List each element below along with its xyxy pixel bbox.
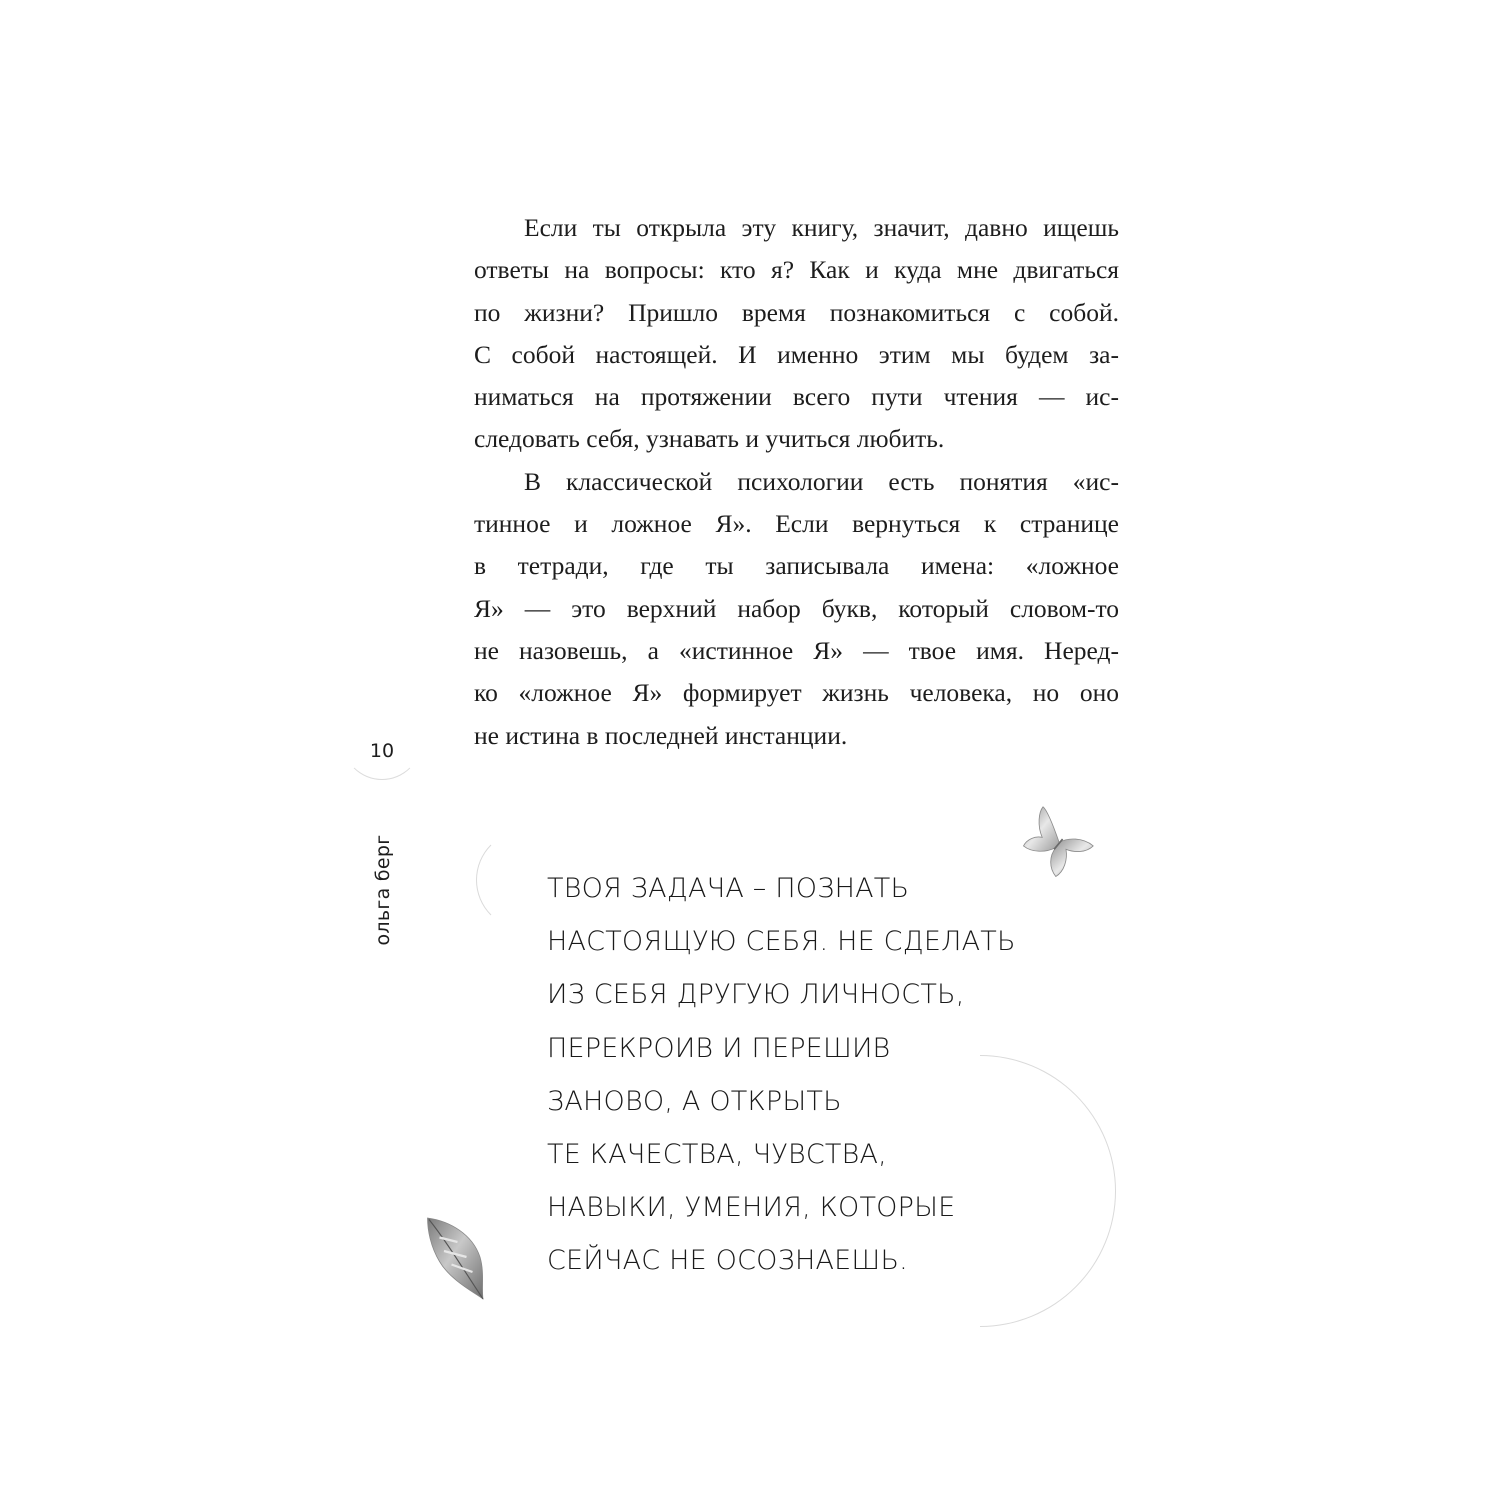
text-line: С собой настоящей. И именно этим мы будем за- — [474, 339, 1119, 369]
paragraph-1 — [474, 207, 1119, 461]
text-line: не истина в последней инстанции. — [474, 720, 848, 750]
text-line: следовать себя, узнавать и учиться любить. — [474, 424, 945, 454]
text-line: ко «ложное Я» формирует жизнь человека, но оно — [474, 678, 1119, 708]
quote-line: НАВЫКИ, УМЕНИЯ, КОТОРЫЕ — [547, 1192, 956, 1224]
quote-line: ТЕ КАЧЕСТВА, ЧУВСТВА, — [547, 1139, 887, 1171]
text-line: не назовешь, а «истинное Я» — твое имя. Неред- — [474, 635, 1119, 665]
running-head-author: ольга берг — [372, 834, 394, 946]
leaf-icon — [420, 1212, 495, 1302]
text-line: тинное и ложное Я». Если вернуться к странице — [474, 509, 1119, 539]
text-line: Если ты открыла эту книгу, значит, давно ищешь — [524, 213, 1119, 242]
text-line: ответы на вопросы: кто я? Как и куда мне двигаться — [474, 255, 1119, 285]
butterfly-icon — [1015, 800, 1100, 885]
pull-quote — [547, 862, 1016, 1288]
text-line: ниматься на протяжении всего пути чтения — ис- — [474, 382, 1119, 412]
page-number: 10 — [369, 740, 395, 762]
quote-line: НАСТОЯЩУЮ СЕБЯ. НЕ СДЕЛАТЬ — [547, 926, 1016, 958]
quote-line: ПЕРЕКРОИВ И ПЕРЕШИВ — [547, 1032, 891, 1064]
quote-line: ЗАНОВО, А ОТКРЫТЬ — [547, 1085, 842, 1117]
quote-line: ИЗ СЕБЯ ДРУГУЮ ЛИЧНОСТЬ, — [547, 979, 965, 1011]
text-line: по жизни? Пришло время познакомиться с собой. — [474, 297, 1119, 327]
text-line: В классической психологии есть понятия «ис- — [524, 466, 1119, 496]
text-line: Я» — это верхний набор букв, который словом-то — [474, 593, 1119, 623]
quote-line: ТВОЯ ЗАДАЧА – ПОЗНАТЬ — [547, 873, 910, 904]
page-folio — [342, 720, 422, 780]
paragraph-2 — [474, 461, 1119, 757]
body-text — [474, 207, 1119, 757]
text-line: в тетради, где ты записывала имена: «ложное — [474, 551, 1119, 581]
quote-line: СЕЙЧАС НЕ ОСОЗНАЕШЬ. — [547, 1245, 908, 1277]
